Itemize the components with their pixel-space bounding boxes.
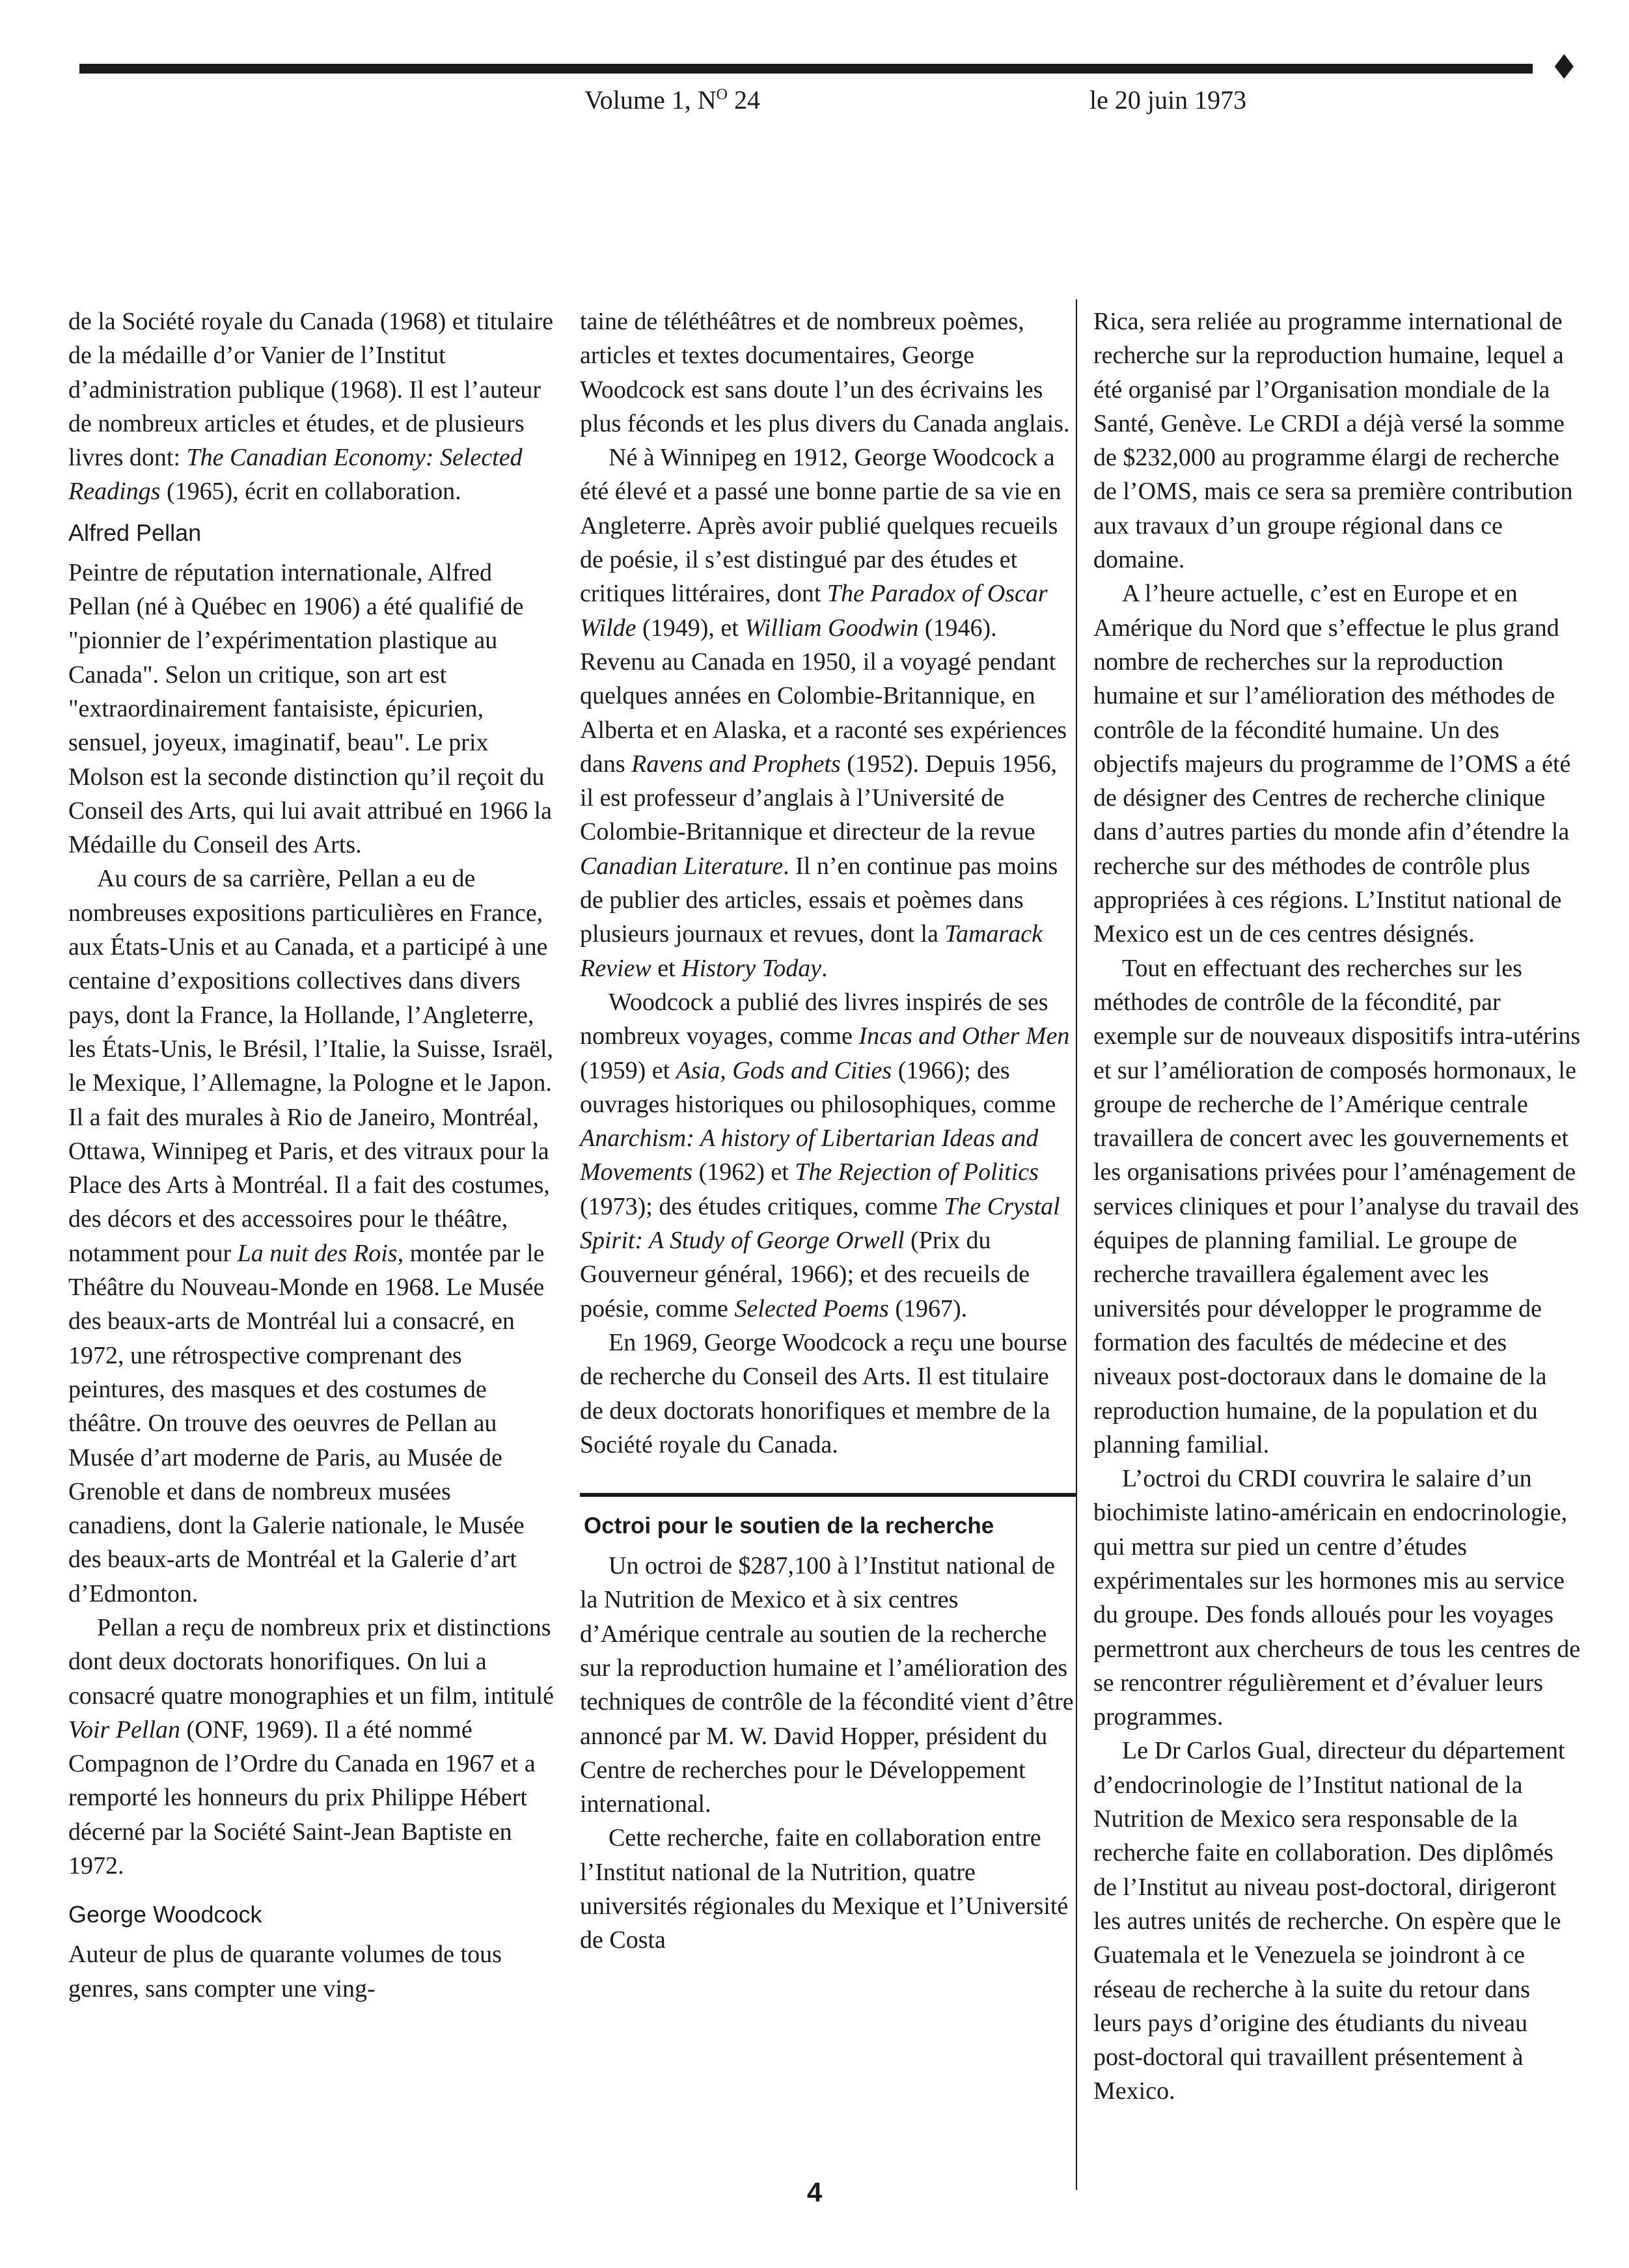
column-3 <box>1093 305 1583 2109</box>
section-heading: Octroi pour le soutien de la recherche <box>584 1513 994 1539</box>
header-rule <box>79 64 1533 74</box>
paragraph: Le Dr Carlos Gual, directeur du département d’endocrinologie de l’Institut national de la Nutrition de Mexico sera responsable de la recherche faite en collaboration. Des diplômés de l’Institut au niveau post-doctoral, dirigeront les autres unités de recherche. On espère que le Guatemala et le Venezuela se joindront à ce réseau de recherche à la suite du retour dans leurs pays d’origine des étudiants du niveau post-doctoral qui travaillent présentement à Mexico. <box>1093 1737 1565 2105</box>
section-rule <box>580 1493 1076 1497</box>
corner-mark-icon: ♦ <box>1549 48 1580 87</box>
paragraph: Né à Winnipeg en 1912, George Woodcock a été élevé et a passé une bonne partie de sa vie en Angleterre. Après avoir publié quelques recueils de poésie, il s’est distingué par des études et critiques littéraires, dont The Paradox of Oscar Wilde (1949), et William Goodwin (1946). Revenu au Canada en 1950, il a voyagé pendant quelques années en Colombie-Britannique, en Alberta et en Alaska, et a raconté ses expériences dans Ravens and Prophets (1952). Depuis 1956, il est professeur d’anglais à l’Université de Colombie-Britannique et directeur de la revue Canadian Literature. Il n’en continue pas moins de publier des articles, essais et poèmes dans plusieurs journaux et revues, dont la Tamarack Review et History Today. <box>580 444 1067 982</box>
paragraph: En 1969, George Woodcock a reçu une bourse de recherche du Conseil des Arts. Il est titulaire de deux doctorats honorifiques et membre de la Société royale du Canada. <box>580 1328 1067 1458</box>
paragraph: Cette recherche, faite en collaboration entre l’Institut national de la Nutrition, quatre universités régionales du Mexique et l’Université de Costa <box>580 1824 1069 1954</box>
paragraph: Un octroi de $287,100 à l’Institut national de la Nutrition de Mexico et à six centres d’Amérique centrale au soutien de la recherche sur la reproduction humaine et l’amélioration des techniques de contrôle de la fécondité vient d’être annoncé par M. W. David Hopper, président du Centre de recherches pour le Développement international. <box>580 1552 1074 1818</box>
paragraph: Pellan a reçu de nombreux prix et distinctions dont deux doctorats honorifiques. On lui a consacré quatre monographies et un film, intitulé Voir Pellan (ONF, 1969). Il a été nommé Compagnon de l’Ordre du Canada en 1967 et a remporté les honneurs du prix Philippe Hébert décerné par la Société Saint-Jean Baptiste en 1972. <box>68 1613 554 1880</box>
paragraph: Rica, sera reliée au programme international de recherche sur la reproduction humaine, lequel a été organisé par l’Organisation mondiale de la Santé, Genève. Le CRDI a déjà versé la somme de $232,000 au programme élargi de recherche de l’OMS, mais ce sera sa première contribution aux travaux d’un groupe régional dans ce domaine. <box>1093 308 1573 574</box>
subheading-pellan: Alfred Pellan <box>68 519 202 546</box>
page-number: 4 <box>806 2177 823 2207</box>
column-2 <box>580 305 1076 1958</box>
paragraph: Tout en effectuant des recherches sur les méthodes de contrôle de la fécondité, par exemple sur de nouveaux dispositifs intra-utérins et sur l’amélioration de composés hormonaux, le groupe de recherche de l’Amérique centrale travaillera de concert avec les gouvernements et les organisations privées pour l’aménagement de services cliniques et pour l’analyse du travail des équipes de planning familial. Le groupe de recherche travaillera également avec les universités pour développer le programme de formation des facultés de médecine et des niveaux post-doctoraux dans le domaine de la reproduction humaine, de la population et du planning familial. <box>1093 954 1581 1458</box>
paragraph: Peintre de réputation internationale, Alfred Pellan (né à Québec en 1906) a été qualifié de "pionnier de l’expérimentation plastique au Canada". Selon un critique, son art est "extraordinairement fantaisiste, épicurien, sensuel, joyeux, imaginatif, beau". Le prix Molson est la seconde distinction qu’il reçoit du Conseil des Arts, qui lui avait attribué en 1966 la Médaille du Conseil des Arts. <box>68 558 552 859</box>
paragraph: Auteur de plus de quarante volumes de tous genres, sans compter une ving- <box>68 1941 502 2002</box>
paragraph: Woodcock a publié des livres inspirés de ses nombreux voyages, comme Incas and Other Men (1959) et Asia, Gods and Cities (1966); des ouvrages historiques ou philosophiques, comme Anarchism: A history of Libertarian Ideas and Movements (1962) et The Rejection of Politics (1973); des études critiques, comme The Crystal Spirit: A Study of George Orwell (Prix du Gouverneur général, 1966); et des recueils de poésie, comme Selected Poems (1967). <box>580 988 1070 1322</box>
volume-number: Volume 1, $N^O$ 24 <box>584 85 760 115</box>
column-divider <box>1076 299 1077 2190</box>
subheading-woodcock: George Woodcock <box>68 1901 262 1928</box>
issue-date: le 20 juin 1973 <box>1089 85 1247 115</box>
paragraph: de la Société royale du Canada (1968) et titulaire de la médaille d’or Vanier de l’Institut d’administration publique (1968). Il est l’auteur de nombreux articles et études, et de plusieurs livres dont: The Canadian Economy: Selected Readings (1965), écrit en collaboration. <box>68 308 553 506</box>
column-1 <box>68 305 558 2006</box>
paragraph: Au cours de sa carrière, Pellan a eu de nombreuses expositions particulières en France, aux États-Unis et au Canada, et a participé à une centaine d’expositions collectives dans divers pays, dont la France, la Hollande, l’Angleterre, les États-Unis, le Brésil, l’Italie, la Suisse, Israël, le Mexique, l’Allemagne, la Pologne et le Japon. Il a fait des murales à Rio de Janeiro, Montréal, Ottawa, Winnipeg et Paris, et des vitraux pour la Place des Arts à Montréal. Il a fait des costumes, des décors et des accessoires pour le théâtre, notamment pour La nuit des Rois, montée par le Théâtre du Nouveau-Monde en 1968. Le Musée des beaux-arts de Montréal lui a consacré, en 1972, une rétrospective comprenant des peintures, des masques et des costumes de théâtre. On trouve des oeuvres de Pellan au Musée d’art moderne de Paris, au Musée de Grenoble et dans de nombreux musées canadiens, dont la Galerie nationale, le Musée des beaux-arts de Montréal et la Galerie d’art d’Edmonton. <box>68 865 554 1607</box>
paragraph: L’octroi du CRDI couvrira le salaire d’un biochimiste latino-américain en endocrinologie, qui mettra sur pied un centre d’études expérimentales sur les hormones mis au service du groupe. Des fonds alloués pour les voyages permettront aux chercheurs de tous les centres de se rencontrer régulièrement et d’évaluer leurs programmes. <box>1093 1465 1581 1731</box>
paragraph: A l’heure actuelle, c’est en Europe et en Amérique du Nord que s’effectue le plus grand nombre de recherches sur la reproduction humaine et sur l’amélioration des méthodes de contrôle de la fécondité humaine. Un des objectifs majeurs du programme de l’OMS a été de désigner des Centres de recherche clinique dans d’autres parties du monde afin d’étendre la recherche sur des méthodes de contrôle plus appropriées à ces régions. L’Institut national de Mexico est un de ces centres désignés. <box>1093 580 1571 948</box>
paragraph: taine de téléthéâtres et de nombreux poèmes, articles et textes documentaires, George Woodcock est sans doute l’un des écrivains les plus féconds et les plus divers du Canada anglais. <box>580 308 1070 437</box>
